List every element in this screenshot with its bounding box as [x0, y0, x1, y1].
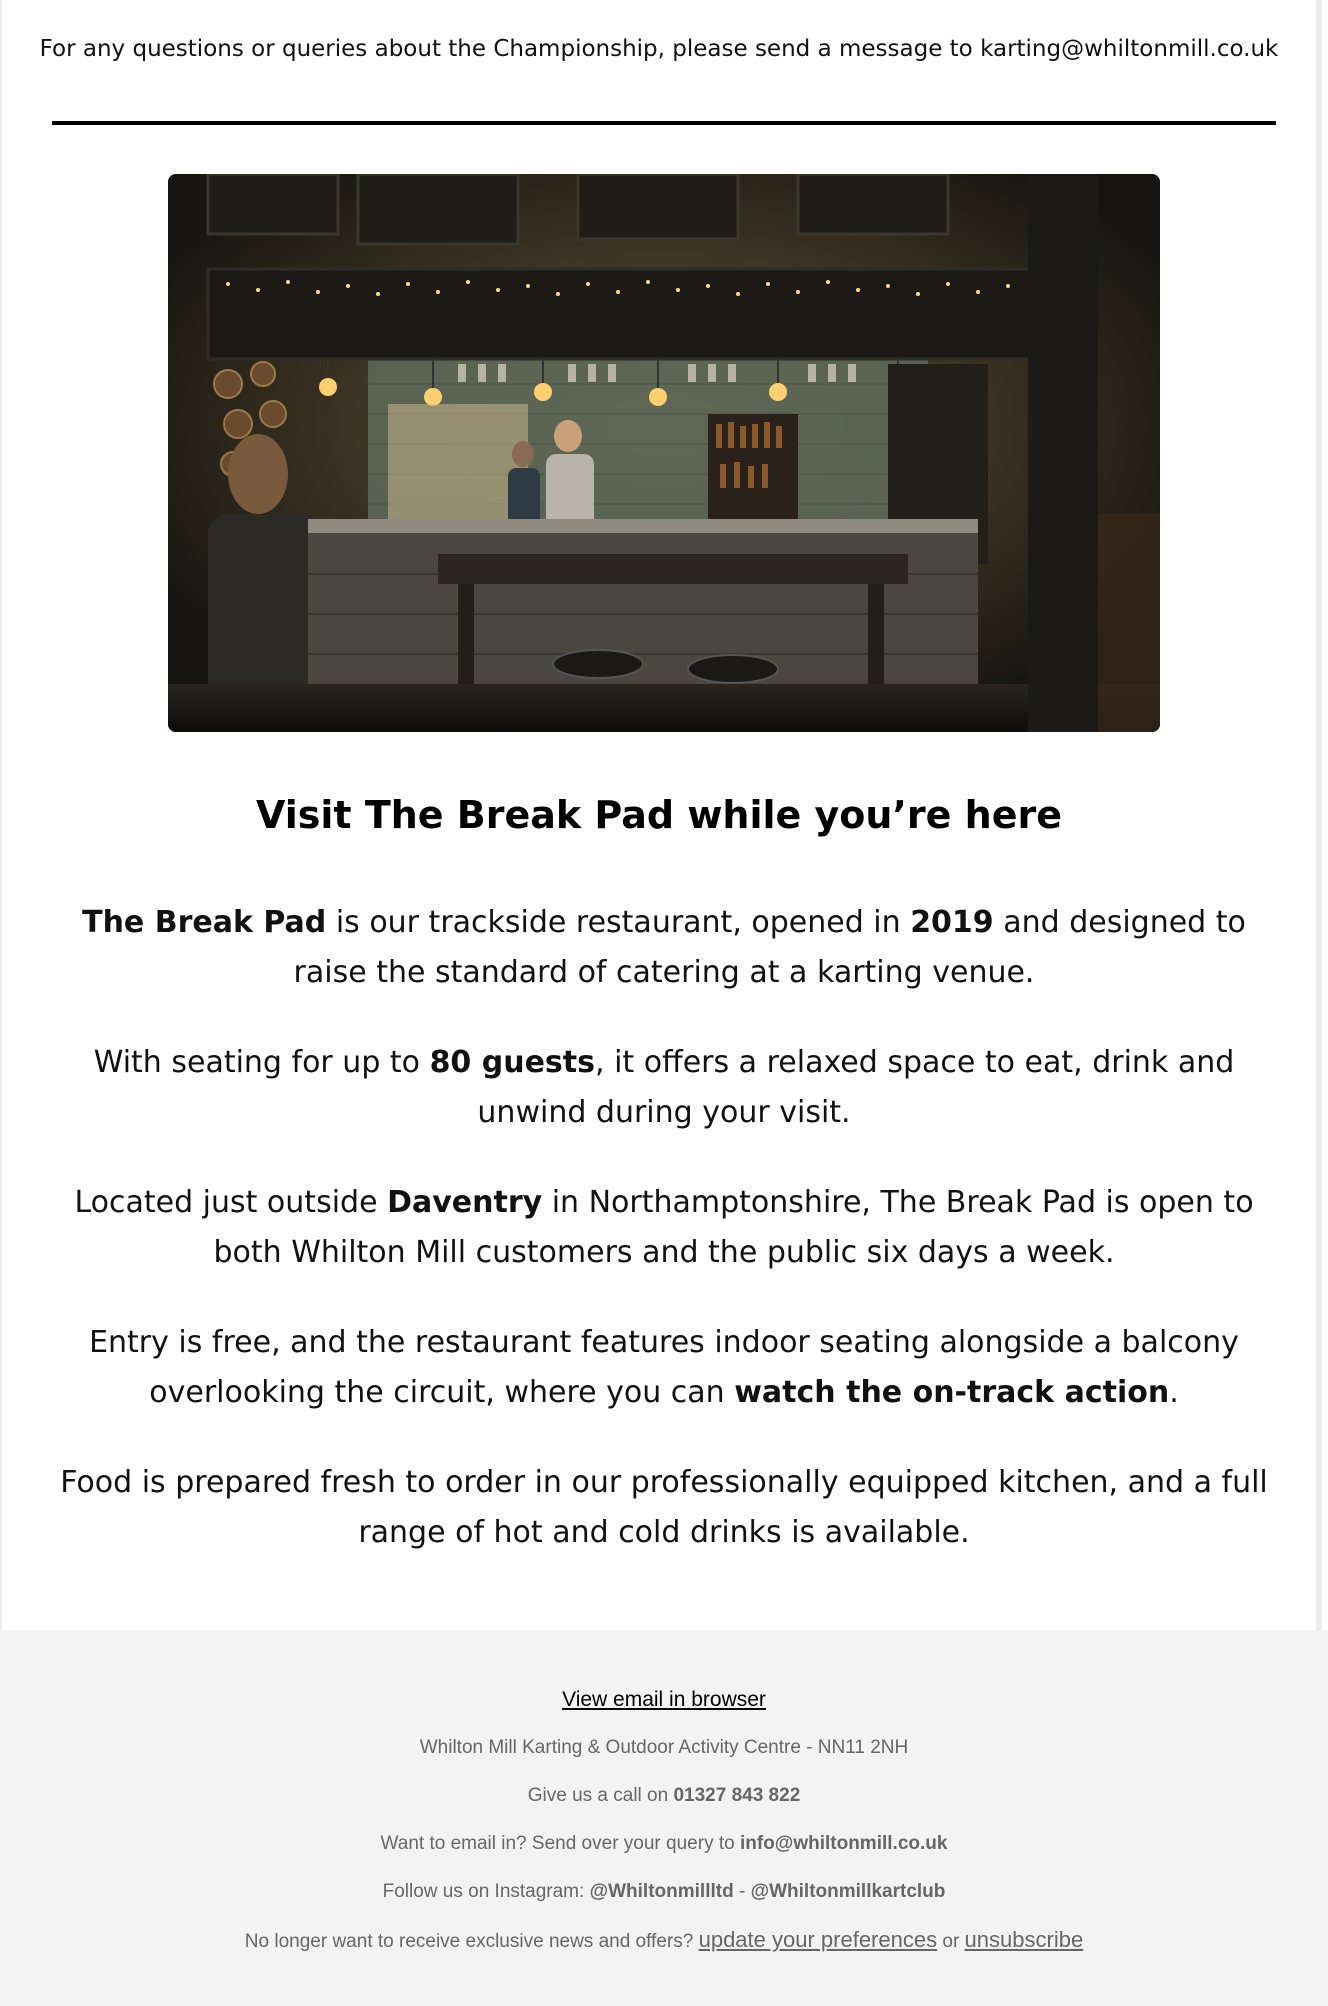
track-action-highlight: watch the on-track action — [734, 1375, 1170, 1410]
ceiling-frame — [358, 174, 518, 244]
paragraph-text: in Northamptonshire, The Break Pad is open to both Whilton Mill customers and the public six days a week. — [213, 1185, 1254, 1270]
opening-year: 2019 — [910, 905, 994, 940]
light-canopy — [208, 269, 1038, 359]
paragraph-text: Entry is free, and the restaurant features indoor seating alongside a balcony overlooking the circuit, where you can — [89, 1325, 1239, 1410]
footer-unsubscribe-row — [0, 1926, 1328, 1956]
footer-instagram-row — [0, 1878, 1328, 1906]
section-heading: Visit The Break Pad while you’re here — [256, 793, 1062, 837]
side-seating — [1098, 514, 1160, 732]
kitchen-window — [388, 404, 528, 524]
paragraph-text: With seating for up to — [93, 1045, 430, 1080]
view-in-browser-row — [0, 1686, 1328, 1715]
ceiling-frame — [208, 174, 338, 234]
paragraph-location — [54, 1178, 1274, 1278]
paragraph-seating — [54, 1038, 1274, 1138]
guest-capacity: 80 guests — [429, 1045, 595, 1080]
notice-text: For any questions or queries about the Championship, please send a message to — [39, 36, 981, 62]
paragraph-text: Located just outside — [74, 1185, 388, 1220]
instagram-label: Follow us on Instagram: — [382, 1881, 590, 1902]
paragraph-text: . — [1169, 1375, 1179, 1410]
view-in-browser-link[interactable]: View email in browser — [562, 1688, 766, 1711]
notice-email-link[interactable]: karting@whiltonmill.co.uk — [980, 36, 1279, 62]
high-table — [438, 554, 908, 584]
footer-email-link[interactable]: info@whiltonmill.co.uk — [739, 1833, 948, 1854]
unsubscribe-link[interactable]: unsubscribe — [964, 1927, 1084, 1952]
footer-address: Whilton Mill Karting & Outdoor Activity Centre - NN11 2NH — [419, 1737, 909, 1758]
instagram-handle-kartclub[interactable]: @Whiltonmillkartclub — [750, 1881, 946, 1902]
restaurant-bar-illustration — [168, 174, 1160, 732]
email-footer — [0, 1630, 1328, 2006]
championship-notice — [2, 32, 1316, 66]
ceiling-frame — [578, 174, 738, 239]
bar-stool — [553, 650, 643, 678]
section-divider — [52, 121, 1276, 125]
paragraph-opening — [54, 898, 1274, 998]
paragraph-text: Food is prepared fresh to order in our professionally equipped kitchen, and a full range of hot and cold drinks is available. — [60, 1465, 1268, 1550]
instagram-handle-ltd[interactable]: @Whiltonmillltd — [589, 1881, 734, 1902]
unsubscribe-label: No longer want to receive exclusive news and offers? — [244, 1931, 699, 1952]
paragraph-text: is our trackside restaurant, opened in — [326, 905, 911, 940]
bar-stool — [688, 655, 778, 683]
paragraph-text: and designed to raise the standard of catering at a karting venue. — [293, 905, 1246, 990]
venue-name: The Break Pad — [82, 905, 327, 940]
footer-phone-row — [0, 1782, 1328, 1810]
or-text: or — [937, 1931, 965, 1952]
restaurant-bar-photo — [168, 174, 1160, 732]
location-town: Daventry — [387, 1185, 543, 1220]
break-pad-description — [54, 898, 1274, 1598]
pillar — [1028, 174, 1098, 732]
paragraph-text: , it offers a relaxed space to eat, drink and unwind during your visit. — [477, 1045, 1235, 1130]
phone-label: Give us a call on — [527, 1785, 674, 1806]
instagram-separator: - — [733, 1881, 751, 1902]
phone-number[interactable]: 01327 843 822 — [673, 1785, 801, 1806]
paragraph-entry — [54, 1318, 1274, 1418]
footer-email-row — [0, 1830, 1328, 1858]
update-preferences-link[interactable]: update your preferences — [698, 1927, 938, 1952]
paragraph-food — [54, 1458, 1274, 1558]
bar-countertop — [308, 519, 978, 533]
floor — [168, 684, 1160, 732]
ceiling-frame — [798, 174, 948, 234]
email-label: Want to email in? Send over your query to — [380, 1833, 740, 1854]
